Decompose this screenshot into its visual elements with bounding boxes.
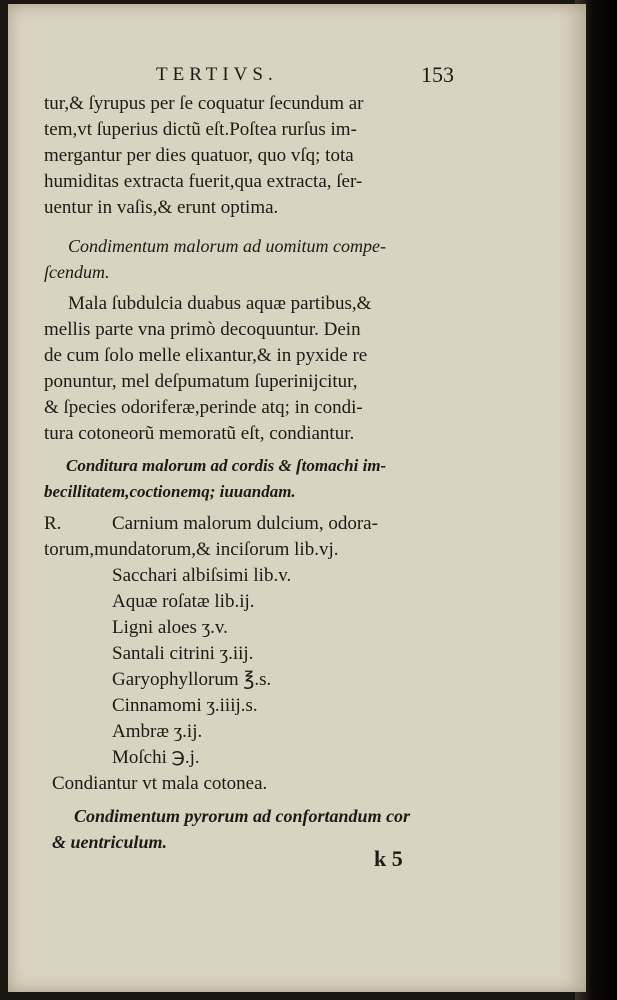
text-line: ponuntur, mel deſpumatum ſuperinijcitur, <box>44 371 358 392</box>
section-heading: Condimentum pyrorum ad confortandum cor <box>74 806 411 826</box>
ingredient-line: Ambræ ʒ.ij. <box>112 721 203 742</box>
section-heading: ſcendum. <box>44 262 110 282</box>
signature-mark: k 5 <box>374 846 403 871</box>
ingredient-line: Santali citrini ʒ.iij. <box>112 643 254 664</box>
recipe-line: Carnium malorum dulcium, odora- <box>112 513 378 534</box>
ingredient-line: Cinnamomi ʒ.iiij.s. <box>112 695 258 716</box>
recipe-closing: Condiantur vt mala cotonea. <box>52 773 268 794</box>
text-line: tem,vt ſuperius dictũ eſt.Poſtea rurſus im- <box>44 119 357 140</box>
text-line: de cum ſolo melle elixantur,& in pyxide re <box>44 345 368 366</box>
ingredient-line: Aquæ roſatæ lib.ij. <box>112 591 255 612</box>
text-line: uentur in vaſis,& erunt optima. <box>44 197 279 218</box>
section-heading: Condimentum malorum ad uomitum compe- <box>68 236 386 256</box>
page-number: 153 <box>421 62 454 87</box>
ingredient-line: Moſchi ℈.j. <box>112 747 200 768</box>
recipe-mark: R. <box>44 513 62 534</box>
recipe-line: torum,mundatorum,& inciſorum lib.vj. <box>44 539 339 560</box>
text-line: tura cotoneorũ memoratũ eſt, condiantur. <box>44 423 355 444</box>
section-heading: becillitatem,coctionemq; iuuandam. <box>44 482 296 501</box>
section-heading: Conditura malorum ad cordis & ſtomachi im- <box>66 456 387 475</box>
running-head: TERTIVS. <box>156 64 278 85</box>
ingredient-line: Garyophyllorum ℥.s. <box>112 669 272 690</box>
ingredient-line: Ligni aloes ʒ.v. <box>112 617 228 638</box>
text-line: humiditas extracta fuerit,qua extracta, ſer- <box>44 171 363 192</box>
text-line: mellis parte vna primò decoquuntur. Dein <box>44 319 361 340</box>
text-line: Mala ſubdulcia duabus aquæ partibus,& <box>68 293 372 314</box>
text-line: & ſpecies odoriferæ,perinde atq; in condi- <box>44 397 363 418</box>
ingredient-line: Sacchari albiſsimi lib.v. <box>112 565 292 586</box>
section-heading: & uentriculum. <box>52 832 168 852</box>
text-line: mergantur per dies quatuor, quo vſq; tota <box>44 145 354 166</box>
book-page <box>8 4 586 992</box>
text-line: tur,& ſyrupus per ſe coquatur ſecundum ar <box>44 93 364 114</box>
